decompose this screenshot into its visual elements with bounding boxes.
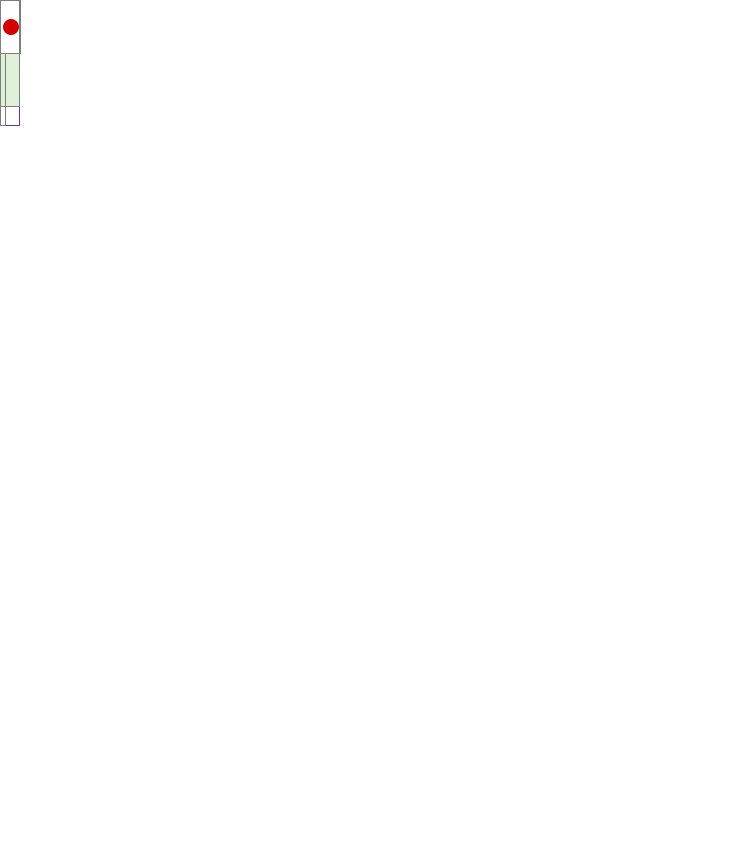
top-row <box>1 107 21 126</box>
title-row <box>1 1 21 54</box>
member-header <box>5 54 19 107</box>
logo <box>1 1 20 54</box>
top-label[interactable] <box>5 107 19 126</box>
page-title <box>20 1 21 54</box>
logo-ball-icon <box>3 19 19 35</box>
column-header-row <box>1 54 21 107</box>
form-table <box>0 0 21 126</box>
